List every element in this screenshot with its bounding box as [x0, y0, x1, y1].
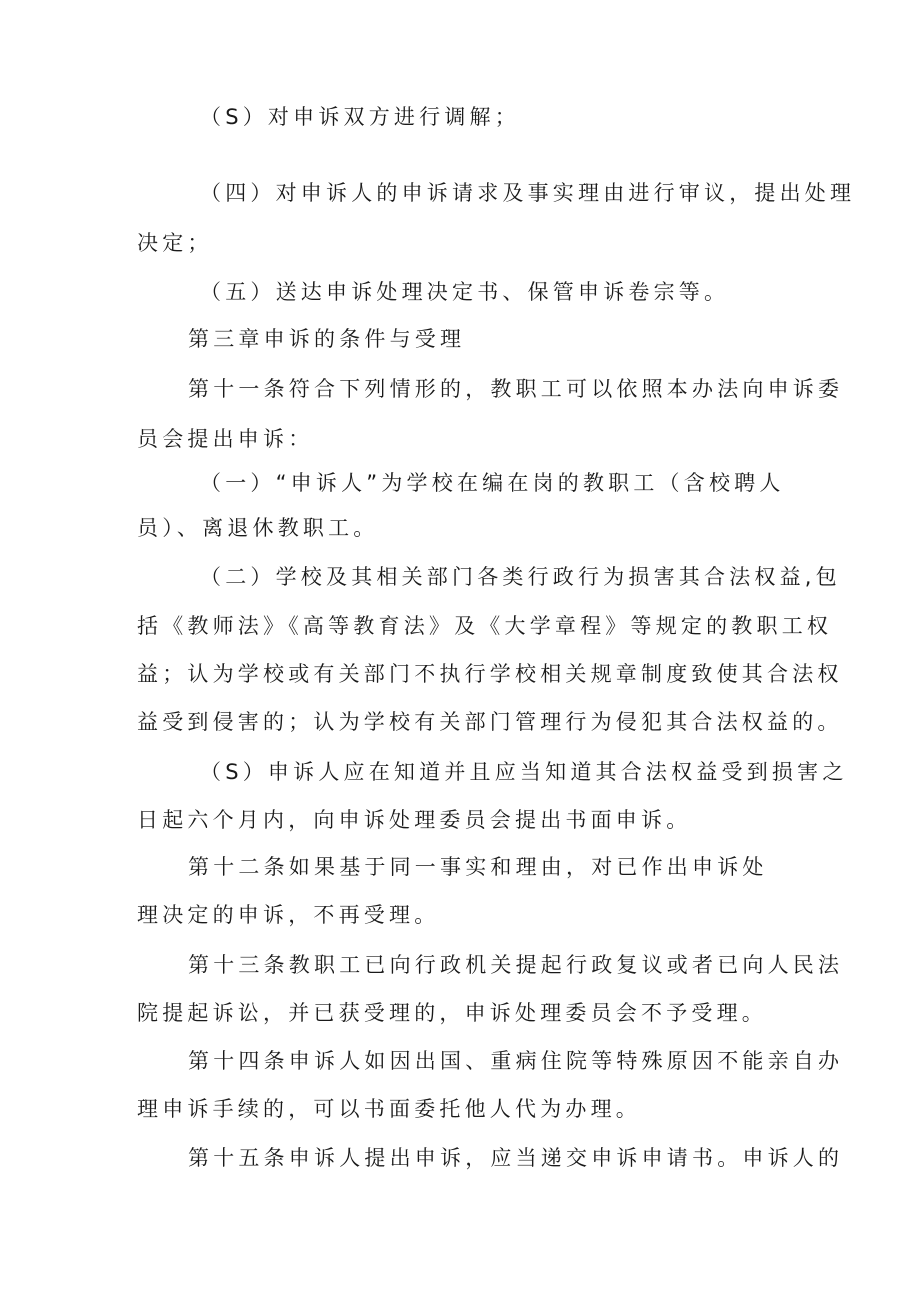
article-14-cont: 理申诉手续的，可以书面委托他人代为办理。	[137, 1097, 641, 1121]
item-3-mediation: （S）对申诉双方进行调解；	[200, 105, 520, 129]
article-11-item-1: （一）“申诉人”为学校在编在岗的教职工（含校聘人	[200, 471, 785, 495]
article-11-item-2-cont-2: 益；认为学校或有关部门不执行学校相关规章制度致使其合法权	[137, 662, 843, 686]
article-15: 第十五条申诉人提出申诉，应当递交申诉申请书。申诉人的	[188, 1146, 844, 1170]
article-11-item-2-cont-3: 益受到侵害的；认为学校有关部门管理行为侵犯其合法权益的。	[137, 710, 843, 734]
article-14: 第十四条申诉人如因出国、重病住院等特殊原因不能亲自办	[188, 1049, 844, 1073]
item-4-review: （四）对申诉人的申诉请求及事实理由进行审议，提出处理	[200, 181, 856, 205]
article-12-cont: 理决定的申诉，不再受理。	[137, 903, 440, 927]
chapter-3-heading: 第三章申诉的条件与受理	[188, 327, 466, 351]
item-4-review-cont: 决定；	[137, 231, 213, 255]
article-11-cont: 员会提出申诉：	[137, 427, 314, 451]
article-12: 第十二条如果基于同一事实和理由，对已作出申诉处	[188, 855, 768, 879]
article-11-item-1-cont: 员）、离退休教职工。	[137, 516, 379, 540]
article-11-item-2: （二）学校及其相关部门各类行政行为损害其合法权益,包	[200, 565, 841, 589]
article-11-item-3-cont: 日起六个月内，向申诉处理委员会提出书面申诉。	[137, 808, 692, 832]
article-11-item-3: （S）申诉人应在知道并且应当知道其合法权益受到损害之	[200, 760, 848, 784]
article-11-item-2-cont-1: 括《教师法》《高等教育法》及《大学章程》等规定的教职工权	[137, 614, 833, 638]
article-11: 第十一条符合下列情形的，教职工可以依照本办法向申诉委	[188, 377, 844, 401]
article-13: 第十三条教职工已向行政机关提起行政复议或者已向人民法	[188, 953, 844, 977]
item-5-delivery: （五）送达申诉处理决定书、保管申诉卷宗等。	[200, 280, 730, 304]
article-13-cont: 院提起诉讼，并已获受理的，申诉处理委员会不予受理。	[137, 1001, 767, 1025]
